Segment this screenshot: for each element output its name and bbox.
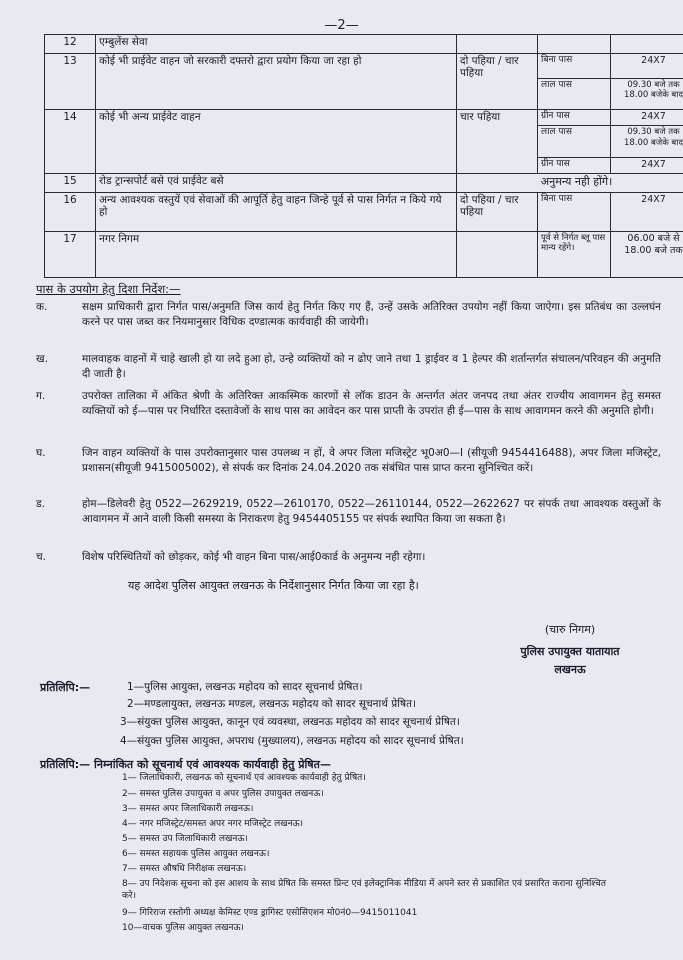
order-statement: यह आदेश पुलिस आयुक्त लखनऊ के निर्देशानुसार निर्गत किया जा रहा है। bbox=[128, 579, 419, 592]
distribution-item: 6— समस्त सहायक पुलिस आयुक्त लखनऊ। bbox=[122, 849, 270, 859]
copy-item: 3—संयुक्त पुलिस आयुक्त, कानून एवं व्यवस्था, लखनऊ महोदय को सादर सूचनार्थ प्रेषित। bbox=[120, 716, 460, 728]
table-row: 14 कोई भी अन्य प्राईवेट वाहन चार पहिया ग्रीन पास 24X7 bbox=[45, 109, 683, 126]
distribution-item: 2— समस्त पुलिस उपायुक्त व अपर पुलिस उपायुक्त लखनऊ। bbox=[122, 789, 324, 799]
distribution-item: 8— उप निदेशक सूचना को इस आशय के साथ प्रेषित कि समस्त प्रिन्ट एवं इलेक्ट्रानिक मीडिया में अपने स्तर से प्रकाशित एवं प्रसारित कराना सुनिश्चित करे। bbox=[122, 879, 606, 901]
table-row: लाल पास 09.30 बजे तक 18.00 बजेके बाद bbox=[45, 78, 683, 109]
signatory-name: (चारु निगम) bbox=[544, 623, 596, 636]
table-row: 12 एम्बुलेंस सेवा bbox=[45, 35, 683, 54]
copy-label: प्रतिलिपि:— bbox=[40, 681, 91, 694]
distribution-item: 3— समस्त अपर जिलाधिकारी लखनऊ। bbox=[122, 804, 254, 814]
distribution-item: 5— समस्त उप जिलाधिकारी लखनऊ। bbox=[122, 834, 248, 844]
direction-text: जिन वाहन व्यक्तियों के पास उपरोक्तानुसार पास उपलब्ध न हों, वे अपर जिला मजिस्ट्रेट भू0अ0—I (सीयूजी 9454416488), अपर जिला मजिस्ट्रेट, प्रशासन(सीयूजी 9415005002), से संपर्क कर दिनांक 24.04.2020 तक संबंधित पास प्राप्त करना सुनिश्चित करें। bbox=[82, 447, 661, 475]
direction-marker: क. bbox=[36, 301, 48, 313]
distribution-item: 9— गिरिराज रस्तोगी अध्यक्ष केमिस्ट एण्ड ड्रागिस्ट एसोसिएशन मो0नं0—9415011041 bbox=[122, 908, 418, 918]
direction-text: मालवाहक वाहनों में चाहे खाली हो या लदे हुआ हो, उन्हे व्यक्तियों को न ढोए जाने तथा 1 ड्राईवर व 1 हेल्पर की शर्तान्तर्गत संचालन/परिवहन की अनुमति दी जाती है। bbox=[82, 353, 661, 381]
direction-item bbox=[36, 389, 661, 419]
direction-item bbox=[36, 446, 661, 476]
distribution-item: 1— जिलाधिकारी, लखनऊ को सूचनार्थ एवं आवश्यक कार्यवाही हेतु प्रेषित। bbox=[122, 773, 366, 783]
copy-item: 1—पुलिस आयुक्त, लखनऊ महोदय को सादर सूचनार्थ प्रेषित। bbox=[127, 681, 363, 693]
direction-item bbox=[36, 550, 661, 565]
table-row: लाल पास 09.30 बजे तक 18.00 बजेके बाद bbox=[45, 126, 683, 157]
table-row: 15 रोड ट्रान्सपोर्ट बसे एवं प्राईवेट बसे अनुमन्य नही होंगे। bbox=[45, 174, 683, 193]
copy-distribution-label: प्रतिलिपि:— निम्नांकित को सूचनार्थ एवं आवश्यक कार्यवाही हेतु प्रेषित— bbox=[40, 758, 331, 771]
direction-item bbox=[36, 497, 661, 527]
direction-marker: ग. bbox=[36, 390, 46, 402]
table-row: 13 कोई भी प्राईवेट वाहन जो सरकारी दफ्तरो द्वारा प्रयोग किया जा रहा हो दो पहिया / चार पहिया बिना पास 24X7 bbox=[45, 53, 683, 78]
signatory-designation: पुलिस उपायुक्त यातायात bbox=[520, 645, 620, 658]
direction-text: होम—डिलेवरी हेतु 0522—2629219, 0522—2610170, 0522—26110144, 0522—2622627 पर संपर्क तथा आवश्यक वस्तुओं के आवागमन में आने वाली किसी समस्या के निराकरण हेतु 9454405155 पर संपर्क स्थापित किया जा सकता है। bbox=[82, 498, 661, 526]
distribution-item: 10—वाचक पुलिस आयुक्त लखनऊ। bbox=[122, 923, 244, 933]
vehicle-pass-table bbox=[44, 34, 683, 278]
distribution-item: 7— समस्त औषधि निरीक्षक लखनऊ। bbox=[122, 864, 247, 874]
direction-text: सक्षम प्राधिकारी द्वारा निर्गत पास/अनुमति जिस कार्य हेतु निर्गत किए गए हैं, उन्हें उसके अतिरिक्त उपयोग नहीं किया जाऐगा। इस प्रतिबंध का उल्लघंन करने पर पास जब्त कर नियमानुसार विधिक दण्डात्मक कार्यवाही की जायेगी। bbox=[82, 301, 661, 329]
table-row: ग्रीन पास 24X7 bbox=[45, 157, 683, 174]
direction-item bbox=[36, 300, 661, 330]
direction-marker: घ. bbox=[36, 447, 46, 459]
directions-title: पास के उपयोग हेतु दिशा निर्देश:— bbox=[36, 282, 181, 296]
copy-item: 4—संयुक्त पुलिस आयुक्त, अपराध (मुख्यालय), लखनऊ महोदय को सादर सूचनार्थ प्रेषित। bbox=[120, 735, 464, 747]
direction-marker: ड. bbox=[36, 498, 45, 510]
table-row: 17 नगर निगम पूर्व से निर्गत ब्लू पास मान्य रहेंगे। 06.00 बजे से 18.00 बजे तक bbox=[45, 232, 683, 278]
page-number: —2— bbox=[324, 18, 359, 33]
direction-text: विशेष परिस्थितियों को छोड़कर, कोई भी वाहन बिना पास/आई0कार्ड के अनुमन्य नही रहेगा। bbox=[82, 551, 426, 563]
direction-marker: च. bbox=[36, 551, 47, 563]
distribution-item: 4— नगर मजिस्ट्रेट/समस्त अपर नगर मजिस्ट्रेट लखनऊ। bbox=[122, 819, 304, 829]
table-row: 16 अन्य आवश्यक वस्तुयें एवं सेवाओं की आपूर्ति हेतु वाहन जिन्हे पूर्व से पास निर्गत न किये गये हो दो पहिया / चार पहिया बिना पास 24X7 bbox=[45, 192, 683, 231]
direction-item bbox=[36, 352, 661, 382]
signatory-city: लखनऊ bbox=[554, 663, 586, 676]
direction-text: उपरोक्त तालिका में अंकित श्रेणी के अतिरिक्त आकस्मिक कारणों से लॉक डाउन के अन्तर्गत अंतर जनपद तथा अंतर राज्यीय आवागमन हेतु समस्त व्यक्तियों को ई—पास पर निर्धारित दस्तावेजों के साथ पास का आवेदन कर पास प्राप्ती के उपरांत ही ई—पास के साथ आवागमन करने की अनुमति होगी। bbox=[82, 390, 661, 418]
copy-item: 2—मण्डलायुक्त, लखनऊ मण्डल, लखनऊ महोदय को सादर सूचनार्थ प्रेषित। bbox=[127, 698, 417, 710]
direction-marker: ख. bbox=[36, 353, 48, 365]
